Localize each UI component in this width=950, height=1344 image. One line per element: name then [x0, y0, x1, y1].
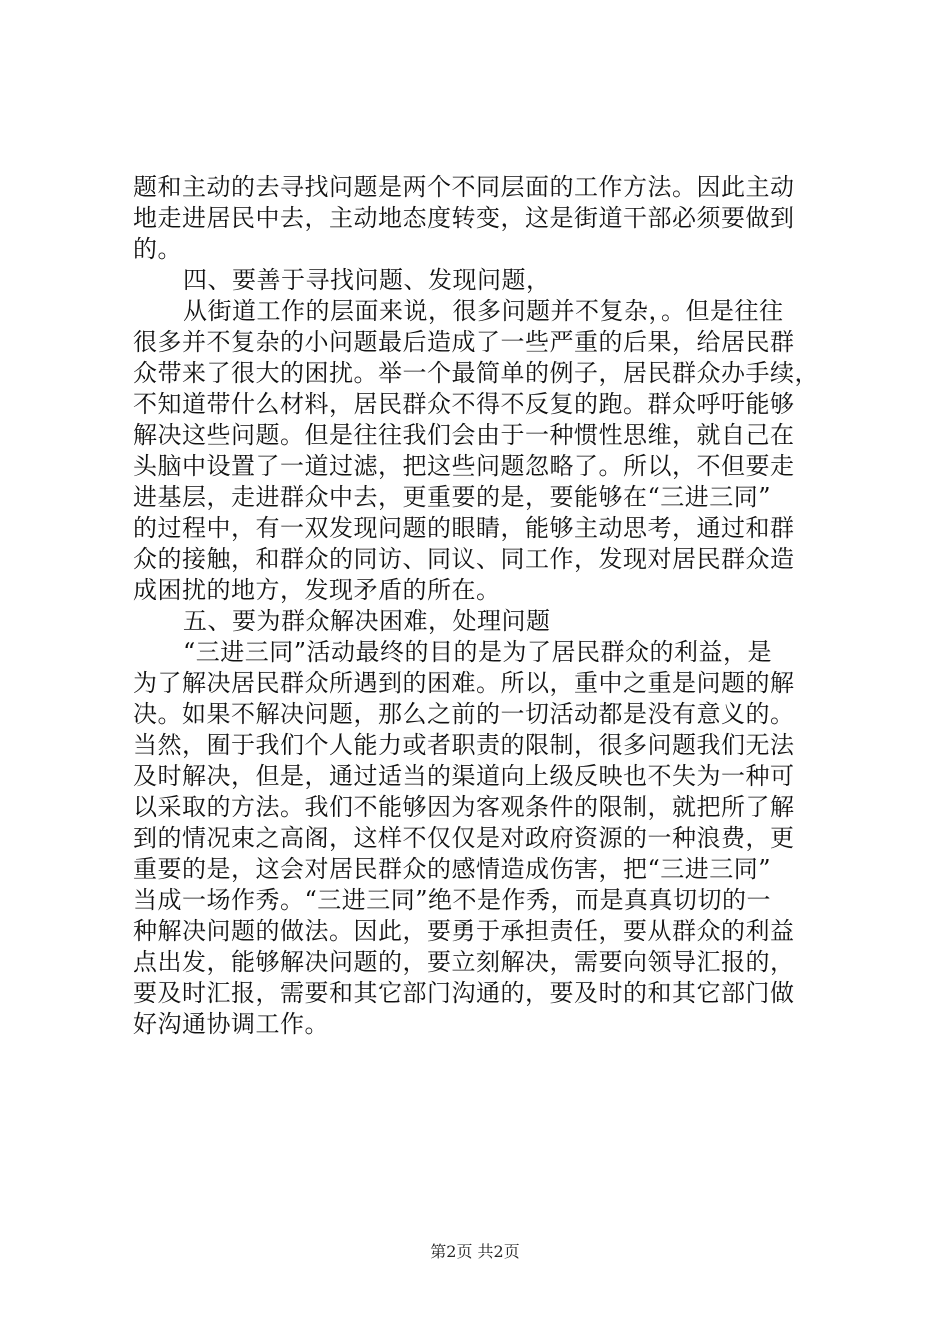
text-line: 很多并不复杂的小问题最后造成了一些严重的后果，给居民群: [133, 328, 795, 356]
section-heading-4: 四、要善于寻找问题、发现问题，: [183, 266, 551, 294]
text-line: 要及时汇报，需要和其它部门沟通的，要及时的和其它部门做: [133, 979, 795, 1007]
text-line: 成困扰的地方，发现矛盾的所在。: [133, 576, 501, 604]
text-line: 解决这些问题。但是往往我们会由于一种惯性思维，就自己在: [133, 421, 795, 449]
text-line: 好沟通协调工作。: [133, 1010, 329, 1038]
text-line: 题和主动的去寻找问题是两个不同层面的工作方法。因此主动: [133, 173, 795, 201]
text-line: 进基层，走进群众中去，更重要的是，要能够在“三进三同”: [133, 483, 772, 511]
text-line: 从街道工作的层面来说，很多问题并不复杂，。但是往往: [183, 297, 784, 325]
text-line: 点出发，能够解决问题的，要立刻解决，需要向领导汇报的，: [133, 948, 795, 976]
document-body: [133, 172, 833, 1040]
text-line: 为了解决居民群众所遇到的困难。所以，重中之重是问题的解: [133, 669, 795, 697]
text-line: 当成一场作秀。“三进三同”绝不是作秀，而是真真切切的一: [133, 886, 772, 914]
text-line: 种解决问题的做法。因此，要勇于承担责任，要从群众的利益: [133, 917, 795, 945]
text-line: 头脑中设置了一道过滤，把这些问题忽略了。所以，不但要走: [133, 452, 795, 480]
text-line: “三进三同”活动最终的目的是为了居民群众的利益，是: [183, 638, 773, 666]
page-number-footer: 第2页 共2页: [430, 1242, 520, 1261]
text-line: 决。如果不解决问题，那么之前的一切活动都是没有意义的。: [133, 700, 795, 728]
text-line: 的。: [133, 235, 182, 263]
text-line: 地走进居民中去，主动地态度转变，这是街道干部必须要做到: [133, 204, 795, 232]
text-line: 不知道带什么材料，居民群众不得不反复的跑。群众呼吁能够: [133, 390, 795, 418]
text-line: 众的接触，和群众的同访、同议、同工作，发现对居民群众造: [133, 545, 795, 573]
text-line: 以采取的方法。我们不能够因为客观条件的限制，就把所了解: [133, 793, 795, 821]
text-line: 重要的是，这会对居民群众的感情造成伤害，把“三进三同”: [133, 855, 772, 883]
text-line: 众带来了很大的困扰。举一个最简单的例子，居民群众办手续，: [133, 359, 819, 387]
text-line: 到的情况束之高阁，这样不仅仅是对政府资源的一种浪费，更: [133, 824, 795, 852]
text-line: 及时解决，但是，通过适当的渠道向上级反映也不失为一种可: [133, 762, 795, 790]
text-line: 的过程中，有一双发现问题的眼睛，能够主动思考，通过和群: [133, 514, 795, 542]
section-heading-5: 五、要为群众解决困难，处理问题: [183, 607, 551, 635]
text-line: 当然，囿于我们个人能力或者职责的限制，很多问题我们无法: [133, 731, 795, 759]
